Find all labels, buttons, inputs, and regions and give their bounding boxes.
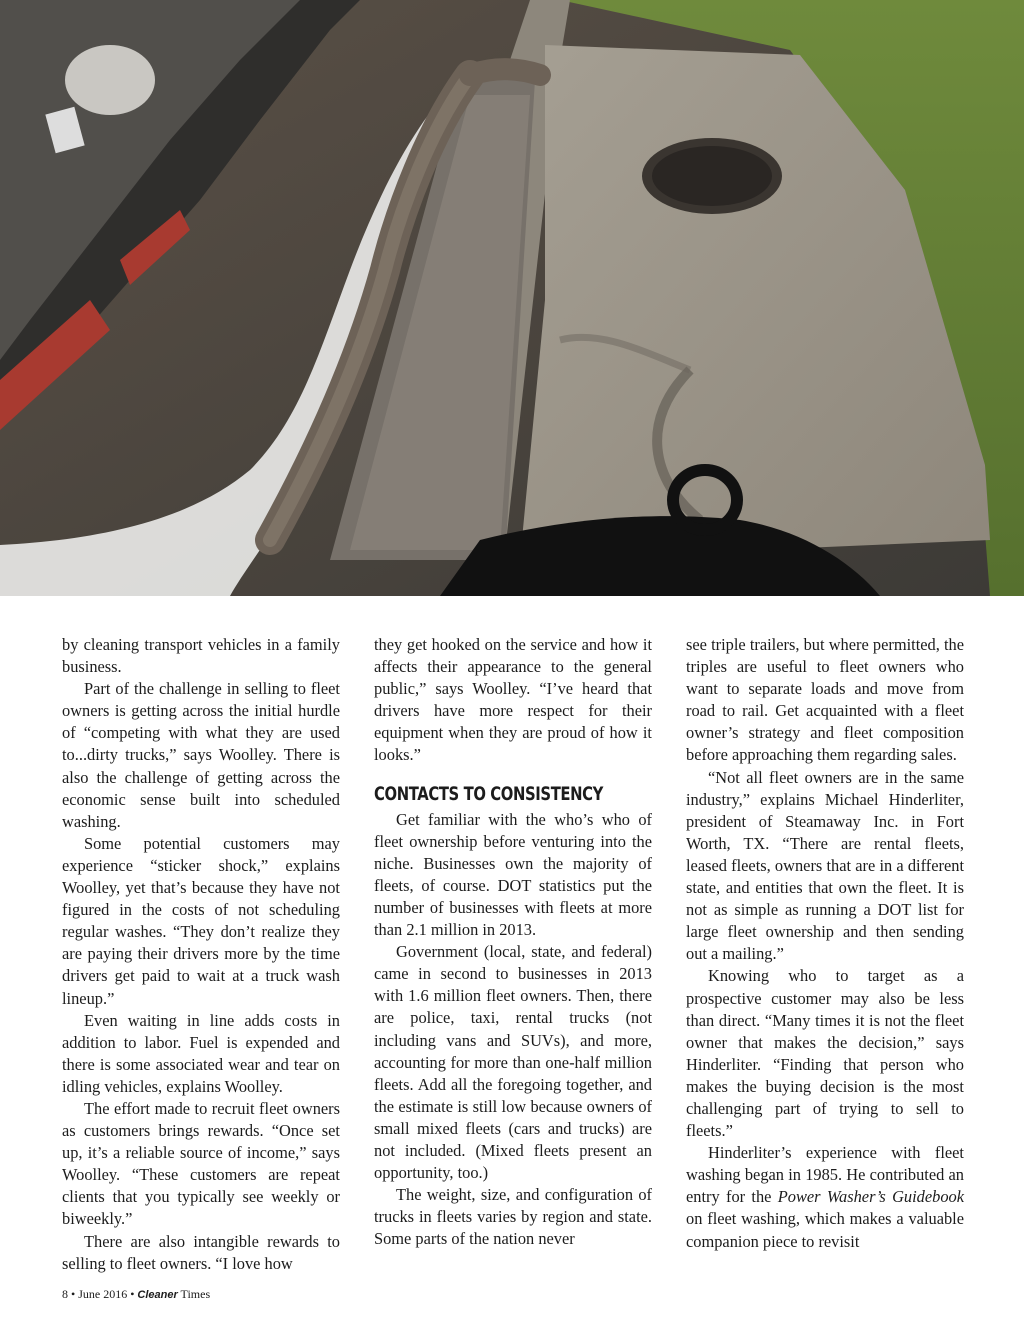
paragraph: see triple trailers, but where permitted, the triples are useful to fleet owners who want to separate loads and move from road to rail. Get acquainted with a fleet owner’s strategy and fleet composition before approaching them regarding sales. [686, 635, 964, 765]
paragraph [686, 1142, 964, 1252]
paragraph: Some potential customers may experience “sticker shock,” explains Woolley, yet that’s because they have not figured in the costs of not scheduling regular washes. “They don’t realize they are paying their drivers more by the time drivers get paid to wait at a truck wash lineup.” [62, 833, 340, 1008]
paragraph: Part of the challenge in selling to fleet owners is getting across the initial hurdle of “competing with what they are used to...dirty trucks,” says Woolley. There is also the challenge of getting across the economic sense built into scheduled washing. [62, 679, 340, 831]
issue-date: June 2016 [78, 1287, 128, 1301]
paragraph: “Not all fleet owners are in the same industry,” explains Michael Hinderliter, president of Steamaway Inc. in Fort Worth, TX. “There are rental fleets, leased fleets, owners that are in a different state, and entities that own the fleet. It is not as simple as running a DOT list for large fleet ownership and then sending out a mailing.” [686, 767, 964, 964]
book-title: Power Washer’s Guidebook [777, 1187, 965, 1207]
paragraph: by cleaning transport vehicles in a family business. [62, 635, 340, 677]
paragraph: Knowing who to target as a prospective customer may also be less than direct. “Many times it is not the fleet owner that makes the decision,” says Hinderliter. “Finding that person who makes the buying decision is the most challenging part of trying to sell to fleets.” [686, 966, 964, 1141]
paragraph: they get hooked on the service and how it affects their appearance to the general public,” says Woolley. “I’ve heard that drivers have more respect for their equipment when they are proud of how it looks.” [374, 635, 652, 765]
paragraph: Get familiar with the who’s who of fleet ownership before venturing into the niche. Businesses own the majority of fleets, of course. DOT statistics put the number of businesses with fleets at more than 2.1 million in 2013. [374, 809, 652, 940]
paragraph-text: on fleet washing, which makes a valuable companion piece to revisit [686, 1209, 964, 1251]
paragraph: The effort made to recruit fleet owners as customers brings rewards. “Once set up, it’s a reliable source of income,” says Woolley. “These customers are repeat clients that you typically see weekly or biweekly.” [62, 1098, 340, 1229]
page-number: 8 [62, 1287, 68, 1301]
magazine-name-rest: Times [177, 1287, 211, 1301]
article-column-3 [686, 634, 964, 1253]
separator: • [127, 1287, 138, 1301]
article-column-1 [62, 634, 340, 1275]
section-subhead: CONTACTS TO CONSISTENCY [374, 782, 604, 805]
paragraph: The weight, size, and configuration of trucks in fleets varies by region and state. Some parts of the nation never [374, 1185, 652, 1249]
paragraph: Government (local, state, and federal) came in second to businesses in 2013 with 1.6 million fleet owners. Then, there are police, taxi, rental trucks (not including vans and SUVs), and more, accounting for more than one-half million fleets. Add all the foregoing together, and the estimate is still low because owners of small mixed fleets (cars and trucks) are not included. (Mixed fleets present an opportunity, too.) [374, 942, 652, 1183]
page-footer [62, 1287, 210, 1302]
photo-illustration [0, 0, 1024, 596]
article-column-2 [374, 634, 652, 1250]
truck-wash-runoff-photo [0, 0, 1024, 596]
separator: • [68, 1287, 79, 1301]
paragraph: There are also intangible rewards to selling to fleet owners. “I love how [62, 1231, 340, 1273]
magazine-name: Cleaner [137, 1289, 178, 1301]
paragraph-text: Hinderliter’s experience with fleet washing began in 1985. He contributed an entry for the [686, 1143, 964, 1207]
paragraph: Even waiting in line adds costs in addition to labor. Fuel is expended and there is some associated wear and tear on idling vehicles, explains Woolley. [62, 1010, 340, 1096]
